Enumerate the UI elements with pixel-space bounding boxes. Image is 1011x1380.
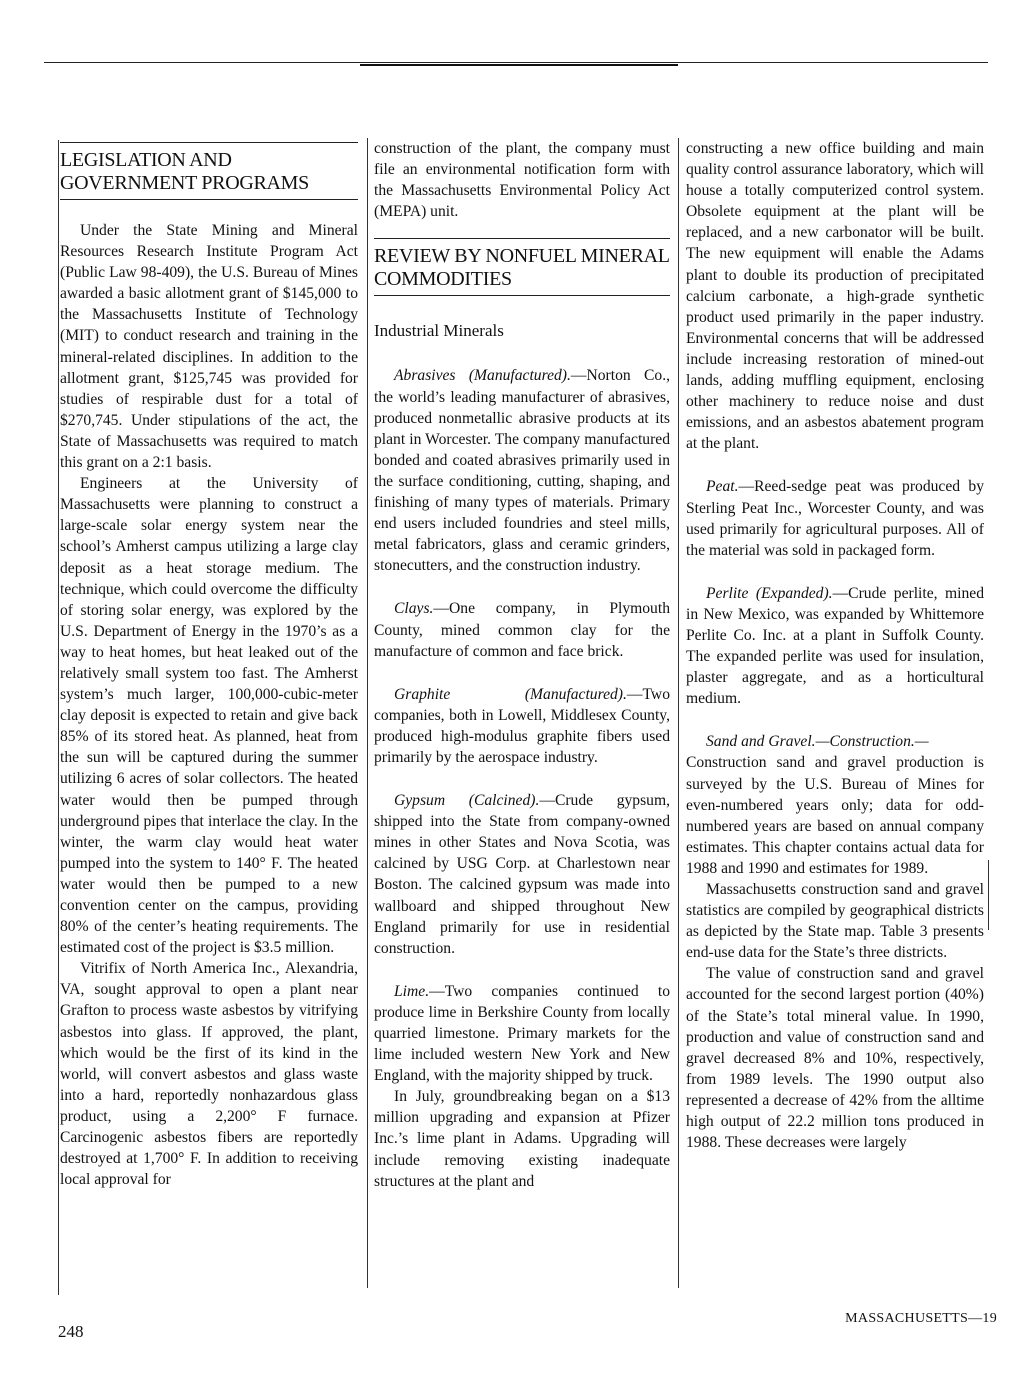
entry-title: Peat.	[706, 478, 739, 496]
top-rule-accent	[360, 64, 678, 66]
paragraph: In July, groundbreaking began on a $13 million upgrading and expansion at Pfizer Inc.’s lime plant in Adams. Upgrading will include removing existing inadequate structures at the plant and	[374, 1088, 670, 1190]
entry-title: Graphite (Manufactured).	[394, 685, 627, 703]
spacer	[60, 200, 358, 220]
paragraph: Vitrifix of North America Inc., Alexandria, VA, sought approval to open a plant near Grafton to process waste asbestos by vitrifying asbestos into glass. If approved, the plant, which would be the first of its kind in the world, will convert asbestos and glass waste into a hard, reportedly nonhazardous glass product, using a 2,200° F furnace. Carcinogenic asbestos fibers are reportedly destroyed at 1,700° F. In addition to receiving local approval for	[60, 960, 358, 1189]
column-divider-1	[367, 138, 368, 1288]
spacer	[686, 454, 984, 476]
entry-text: —Norton Co., the world’s leading manufacturer of abrasives, produced nonmetallic abrasive products at its plant in Worcester. The company manufactured bonded and coated abrasives primarily used in the surface conditioning, cutting, shaping, and finishing of many types of materials. Primary end users included foundries and steel mills, metal fabricators, glass and ceramic grinders, stonecutters, and the construction industry.	[374, 367, 670, 575]
section-heading-legislation: LEGISLATION AND GOVERNMENT PROGRAMS	[60, 142, 358, 200]
section-heading-review: REVIEW BY NONFUEL MINERAL COMMODITIES	[374, 238, 670, 296]
running-footer: MASSACHUSETTS—19	[845, 1311, 997, 1326]
paragraph: constructing a new office building and main quality control assurance laboratory, which will house a totally computerized control system. Obsolete equipment at the plant will be replaced, and a new carbonator will be built. The new equipment will enable the Adams plant to double its production of precipitated calcium carbonate, a high-grade synthetic product used primarily in the paper industry. Environmental concerns that will be addressed include increasing restoration of mined-out lands, adding muffling equipment, enclosing other machinery to reduce noise and dust emissions, and an asbestos abatement program at the plant.	[686, 140, 984, 453]
paragraph: Under the State Mining and Mineral Resources Research Institute Program Act (Public Law 98-409), the U.S. Bureau of Mines awarded a basic allotment grant of $145,000 to the Massachusetts Institute of Technology (MIT) to conduct research and training in the mineral-related disciplines. In addition to the allotment grant, $125,745 was provided for studies of respirable dust for a total of $270,745. Under stipulations of the act, the State of Massachusetts was required to match this grant on a 2:1 basis.	[60, 222, 358, 472]
column-2	[374, 138, 670, 1192]
paragraph: Engineers at the University of Massachusetts were planning to construct a large-scale solar energy system near the school’s Amherst campus utilizing a large clay deposit as a heat storage medium. The technique, which could overcome the difficulty of storing solar energy, was explored by the U.S. Department of Energy in the 1970’s as a way to heat homes, but heat leaked out of the relatively small system too fast. The Amherst system’s much larger, 100,000-cubic-meter clay deposit is expected to retain and give back 85% of its stored heat. As planned, heat from the sun will be captured during the summer utilizing 6 acres of solar collectors. The heated water would then be pumped through underground pipes that interlace the clay. In the winter, the warm clay would heat water pumped into the system to 140° F. The heated water would then be pumped to a new convention center on the campus, providing 80% of the center’s heating requirements. The estimated cost of the project is $3.5 million.	[60, 475, 358, 957]
entry-text: —Two companies continued to produce lime in Berkshire County from locally quarried limestone. Primary markets for the lime included western New York and New England, with the majority shipped by truck.	[374, 982, 670, 1085]
entry-clays	[374, 598, 670, 661]
entry-text: —Two companies, both in Lowell, Middlesex County, produced high-modulus graphite fibers used primarily by the aerospace industry.	[374, 685, 670, 766]
spacer	[374, 959, 670, 981]
column-divider-2	[678, 138, 679, 1288]
top-rule	[44, 62, 988, 63]
spacer	[374, 576, 670, 598]
left-margin-rule	[58, 140, 59, 1295]
entry-sand-gravel	[686, 731, 984, 752]
entry-gypsum	[374, 790, 670, 959]
column-1	[60, 138, 358, 1190]
page-number: 248	[58, 1322, 84, 1341]
entry-text: —Crude gypsum, shipped into the State from company-owned mines in other States and Nova Scotia, was calcined by USG Corp. at Charlestown near Boston. The calcined gypsum was made into wallboard and shipped throughout New England primarily for use in residential construction.	[374, 792, 671, 957]
entry-perlite	[686, 583, 984, 710]
entry-graphite	[374, 684, 670, 768]
spacer	[374, 768, 670, 790]
column-3	[686, 138, 984, 1153]
spacer	[686, 709, 984, 731]
spacer	[374, 662, 670, 684]
entry-lime	[374, 981, 670, 1086]
paragraph: Massachusetts construction sand and gravel statistics are compiled by geographical districts as depicted by the State map. Table 3 presents end-use data for the State’s three districts.	[686, 881, 984, 962]
right-margin-rule	[988, 860, 989, 930]
entry-title: Gypsum (Calcined).	[394, 792, 540, 810]
paragraph: Construction sand and gravel production is surveyed by the U.S. Bureau of Mines for even-numbered years only; data for odd-numbered years are based on annual company estimates. This chapter contains actual data for 1988 and 1990 and estimates for 1989.	[686, 754, 984, 877]
entry-title: Perlite (Expanded).	[706, 584, 833, 602]
paragraph: construction of the plant, the company must file an environmental notification form with the Massachusetts Environmental Policy Act (MEPA) unit.	[374, 140, 670, 221]
entry-title: Abrasives (Manufactured).	[394, 367, 571, 385]
entry-text: —Reed-sedge peat was produced by Sterling Peat Inc., Worcester County, and was used primarily for agricultural purposes. All of the material was sold in packaged form.	[686, 478, 984, 559]
subheading-industrial-minerals: Industrial Minerals	[374, 321, 504, 341]
entry-title: Sand and Gravel.—Construction.—	[706, 733, 929, 751]
entry-text: —One company, in Plymouth County, mined common clay for the manufacture of common and face brick.	[374, 600, 670, 660]
entry-text: —Crude perlite, mined in New Mexico, was expanded by Whittemore Perlite Co. Inc. at a plant in Suffolk County. The expanded perlite was used for insulation, plaster aggregate, and as a horticultural medium.	[686, 584, 984, 708]
entry-title: Clays.	[394, 600, 434, 618]
entry-abrasives	[374, 365, 670, 576]
paragraph: The value of construction sand and gravel accounted for the second largest portion (40%) of the State’s total mineral value. In 1990, production and value of construction sand and gravel decreased 8% and 10%, respectively, from 1989 levels. The 1990 output also represented a decrease of 42% from the alltime high output of 22.2 million tons produced in 1988. These decreases were largely	[686, 965, 984, 1152]
entry-peat	[686, 476, 984, 560]
entry-title: Lime.	[394, 982, 430, 1000]
spacer	[686, 561, 984, 583]
